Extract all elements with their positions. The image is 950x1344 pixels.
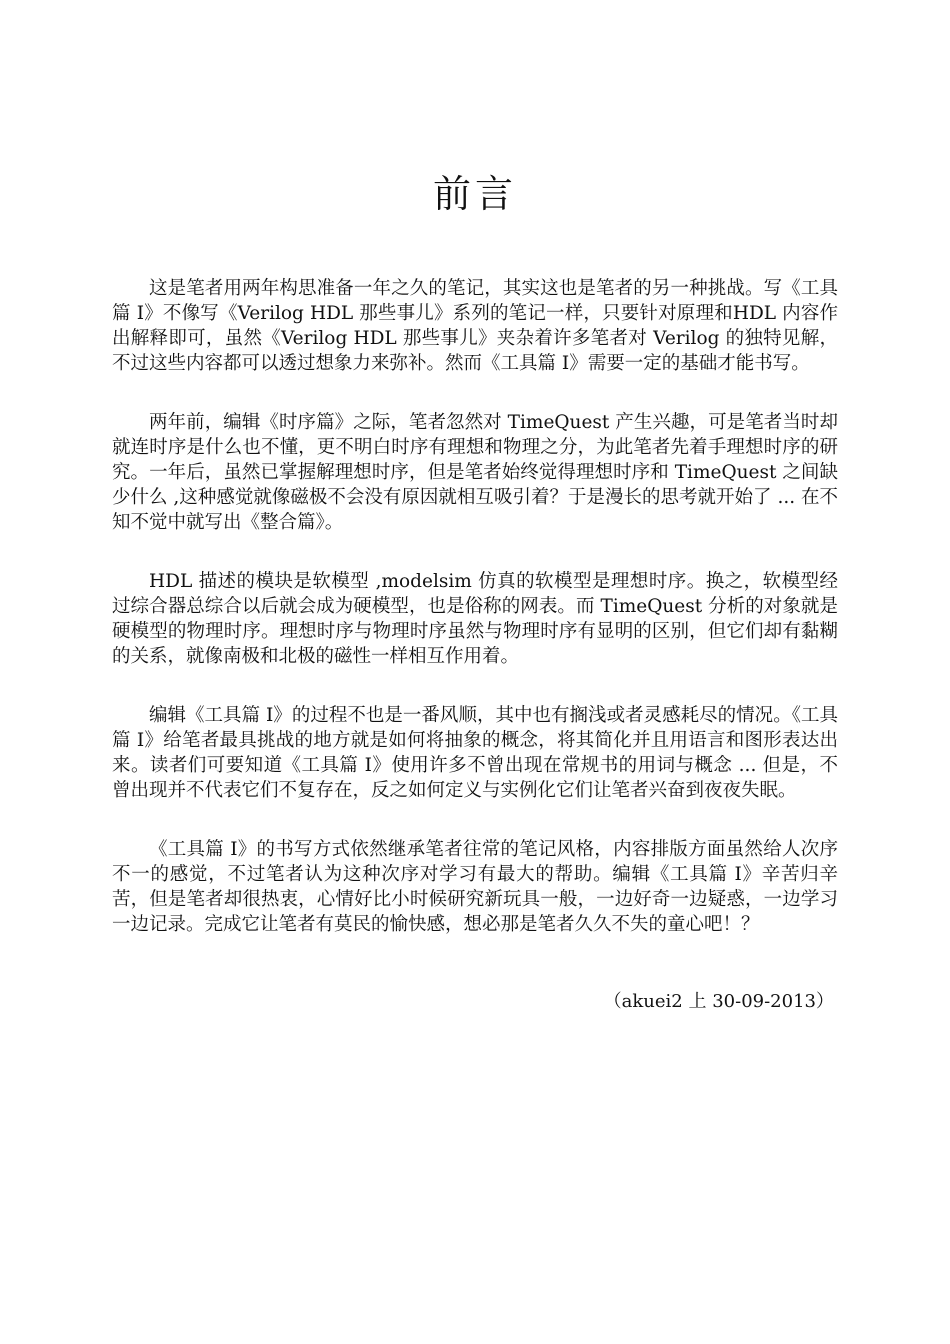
paragraph-2: 两年前，编辑《时序篇》之际，笔者忽然对 TimeQuest 产生兴趣，可是笔者当时却就连时序是什么也不懂，更不明白时序有理想和物理之分，为此笔者先着手理想时序的研究。一年后，虽然已掌握解理想时序，但是笔者始终觉得理想时序和 TimeQuest 之间缺少什么 ,这种感觉就像磁极不会没有原因就相互吸引着？于是漫长的思考就开始了 ... 在不知不觉中就写出《整合篇》。 <box>112 412 838 533</box>
preface-body <box>112 276 838 971</box>
paragraph-1: 这是笔者用两年构思准备一年之久的笔记，其实这也是笔者的另一种挑战。写《工具篇 I》不像写《Verilog HDL 那些事儿》系列的笔记一样，只要针对原理和HDL 内容作出解释即可，虽然《Verilog HDL 那些事儿》夹杂着许多笔者对 Verilog 的独特见解，不过这些内容都可以透过想象力来弥补。然而《工具篇 I》需要一定的基础才能书写。 <box>112 278 838 374</box>
paragraph-5: 《工具篇 I》的书写方式依然继承笔者往常的笔记风格，内容排版方面虽然给人次序不一的感觉，不过笔者认为这种次序对学习有最大的帮助。编辑《工具篇 I》辛苦归辛苦，但是笔者却很热衷，心情好比小时候研究新玩具一般，一边好奇一边疑惑，一边学习一边记录。完成它让笔者有莫民的愉快感，想必那是笔者久久不失的童心吧！？ <box>112 839 838 935</box>
paragraph-4: 编辑《工具篇 I》的过程不也是一番风顺，其中也有搁浅或者灵感耗尽的情况。《工具篇 I》给笔者最具挑战的地方就是如何将抽象的概念，将其简化并且用语言和图形表达出来。读者们可要知道《工具篇 I》使用许多不曾出现在常规书的用词与概念 ... 但是，不曾出现并不代表它们不复存在，反之如何定义与实例化它们让笔者兴奋到夜夜失眠。 <box>112 705 838 801</box>
page-title: 前言 <box>432 172 517 216</box>
author-signature: （akuei2 上 30-09-2013） <box>603 991 834 1012</box>
paragraph-3: HDL 描述的模块是软模型 ,modelsim 仿真的软模型是理想时序。换之，软模型经过综合器总综合以后就会成为硬模型，也是俗称的网表。而 TimeQuest 分析的对象就是硬模型的物理时序。理想时序与物理时序虽然与物理时序有显明的区别，但它们却有黏糊的关系，就像南极和北极的磁性一样相互作用着。 <box>112 571 838 667</box>
